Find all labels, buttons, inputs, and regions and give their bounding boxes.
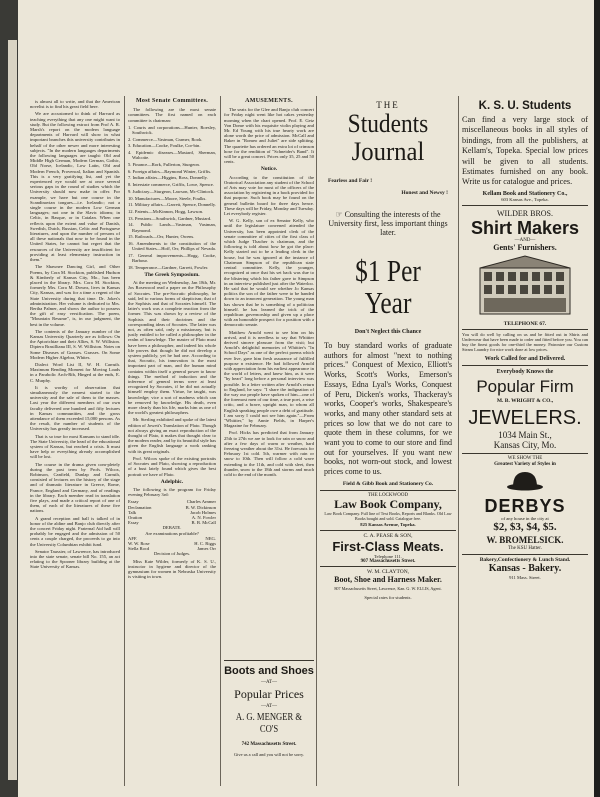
wilder-paragraph: You will do well by calling on us and be fitted out in Shirts and Underwear that have been made to order and fitted before you. You can buy the finest goods for one-third the money. Patronize our Custom Steam Laundry for nice work done at low prices. xyxy=(462,331,588,353)
field-gibb-name: Field & Gibb Book and Stationery Co. xyxy=(342,480,434,487)
derbys-note: of any house in the city at xyxy=(501,515,549,521)
motto-fearless: Fearless and Fair ! xyxy=(328,178,373,184)
price-headline: $1 Per Year xyxy=(355,253,421,320)
committee-list xyxy=(128,125,216,270)
program-part: Talk xyxy=(128,509,137,515)
ksu-students-heading: K. S. U. Students xyxy=(478,100,572,112)
work-called-for: Work Called for and Delivered. xyxy=(484,355,566,362)
greatest-variety: Greatest Variety of Styles in xyxy=(494,460,556,467)
program-name: B. B. McCall xyxy=(191,520,216,526)
bakery-line: Bakery,Confectionery & Lunch Stand. xyxy=(479,556,571,563)
col2-closing: Miss Kate Wilder, formerly of K. S. U., instructor in hygiene and director of the gymnasium for women in Nebraska University is visiting in town. xyxy=(128,558,216,580)
column-2 xyxy=(128,98,216,790)
jewelers-heading: JEWELERS. xyxy=(468,406,582,429)
program-part: Essay xyxy=(128,520,139,526)
col1-paragraph: We are accustomed to think of Harvard as teaching everything that any one might want to study. But the following extract from Prof A. R. Marsh's report on the modern language departments of Harvard will show in what important branches this university contributes in behalf of the other newer and more interesting subjects. "In the modern languages departments the following languages are taught: Old and Middle High German, Modern German, Gothic, Old Norse, Icelandic, Low Latin, Old and Modern French, Provencal, Italian and Spanish. This is a very gratifying list, and yet the experienced eye would see at once several serious gaps in the round of studies which the University should now make in offer. For example, we have but one course in the Scandinavian tongues—i.e. Icelandic; not a single course in the modern Low German languages; not one in the Slavic idioms; in Celtic, in Basque, or in Catalan. When one reflects upon the extent and value of Danish, Swedish, Dutch, Russian, Celtic and Portuguese literatures, and upon the number of persons of all these nationals that now to be found in the United States, he cannot but regret that the resources of the University are insufficient for providing at least elementary instruction in them." xyxy=(30,111,120,263)
col1-paragraph: is almost all to write, and that the American novelist is to find his great field here. xyxy=(30,99,120,110)
masthead-the: THE xyxy=(376,100,400,110)
first-class-meats: First-Class Meats. xyxy=(332,538,444,554)
greek-symposium-heading: The Greek Symposium. xyxy=(144,271,200,278)
adelphic-intro: The following is the program for Friday evening February 3rd: xyxy=(128,486,216,498)
page-gutter xyxy=(8,40,17,780)
list-item: 15. Railroads—Orr, Hunter, Owens. xyxy=(128,234,195,240)
masthead-journal: Journal xyxy=(351,137,425,166)
col3-paragraph: According to the constitution of the Oratorical Association any student of the School of Arts may vote for most of the officers of the association by registering in a book provided for that purpose. Such book may be found on the general bulletin board for three days hence. These days will be Friday, Monday and Tuesday. Let everybody register. xyxy=(224,174,314,217)
list-item: 8. Interstate commerce, Griffis, Lowe, Spence. xyxy=(128,182,214,188)
program-name: Jacob Holmes xyxy=(190,509,216,515)
list-item: 11. Military affairs—Garrett, Spence, Donnelly. xyxy=(128,202,216,208)
law-book-heading: Law Book Company, xyxy=(334,496,442,511)
col2-paragraph: Prof. Wilcox spoke of the existing portraits of Socrates and Plato, showing a reproduction of a bust lately found which gives the best portrait we have of Plato. xyxy=(128,455,216,477)
main-street: 1034 Main St., xyxy=(498,429,552,440)
debate-label: DEBATE. xyxy=(162,525,182,531)
list-item: 10. Manufactures—Moore, Steele, Foulks. xyxy=(128,195,207,201)
list-item: 2. Commerce—Vastman, Cramer, Rook. xyxy=(128,136,203,142)
notice-heading: Notice. xyxy=(260,166,278,173)
books-paragraph: To buy standard works of graduate authors for almost "next to nothing prices." Conquest of Mexico, Elliott's Works, Scott's Works, Emerson's Essays, Edna Lyal's Works, Conquest of Peru, Dicken's works, Thackeray's works, Cooper's works, Shakespeare's works, and many other standard sets at prices so low that we do not care to quote them in these columns, for we want you to come to our store and find out for yourselves. If you want new books, not worn-out stock, and lowest prices come to us. xyxy=(324,341,452,477)
bakery-address: 911 Mass. Street. xyxy=(509,574,541,580)
motto-honest: Honest and Newsy ! xyxy=(401,190,448,196)
kellam-name: Kellam Book and Stationery Co., xyxy=(482,190,568,197)
list-item: 6. Foreign affairs—Raymond Winter, Griffis. xyxy=(128,168,212,174)
column-3 xyxy=(224,98,314,658)
menger-ad xyxy=(224,660,314,789)
col1-paragraph: The Shawnee Dancing Girl, and Other Poems, by Cora M. Stockton, published Hudson & Kimberly of Kansas City, Mo., has been placed in the library. Mrs. Cora M. Stockton, formerly Mrs. Cora M. Downs, lives in Kansas City, Kansas, and was for a time a regent of the State University during that time. Dr. Jokes's administration. Her volume is dedicated to Mrs. Bertha Palmer, and shows the author to possess the gift of easy versification. The poem, "Mountain Resume", is, in our judgment, the best in the volume. xyxy=(30,264,120,327)
ad-menger-address: 742 Massachusetts Street. xyxy=(241,742,297,747)
ad-at-2: —AT— xyxy=(260,704,278,709)
lockwood-label: THE LOCKWOOD xyxy=(367,492,409,498)
column-rule xyxy=(316,96,317,786)
debater-neg: James Orr xyxy=(197,546,216,552)
col1-paragraph: The course in the drama given com-pletely during the past term by Profs. Wilcox, Robinson, Canfield, Dunlap and Carruth, consisted of lectures on the history of the stage and of dramatic literature in Greece, Rome, France, England and Germany, and of readings in the library. Each member read in translation five plays, and made a critical report of one of them, of each of the literatures of these five nations. xyxy=(30,461,120,514)
derby-hat-illustration xyxy=(505,469,545,491)
column-rule xyxy=(124,96,125,786)
program-part: Oration xyxy=(128,514,143,520)
list-item: 16. Amendments to the constitution of the United States—Hoff, Orr, Phillips of Nevada. xyxy=(128,240,216,252)
ad-popular-prices: Popular Prices xyxy=(234,687,304,701)
pease-name: C. A. PEASE & SON, xyxy=(363,532,413,539)
masthead-students: Students xyxy=(347,109,429,138)
program-part: Essay xyxy=(128,499,139,505)
wilder-bros: WILDER BROS. xyxy=(497,208,553,218)
gents-furnishers: Gents' Furnishers. xyxy=(493,242,557,252)
list-item: 5. Finance—Rork, Fullerton, Sturgeon. xyxy=(128,162,201,168)
program-name: A. N. Fowler xyxy=(191,514,216,520)
kellam-address: 603 Kansas Ave., Topeka. xyxy=(501,196,549,202)
program-name: Charles Arnmer xyxy=(186,499,216,505)
col3-paragraph: W. G. Kelly, son of ex Senator Kelly, who until the legislature convened attended the University, has been appointed clerk of the senate committee of cities of the first class of which Judge Thacher is chairman, and the following is told about how he got the place: Kelly started out to be a leading clerk in the house, but he was ignored at the instance of Chairman Simpson of the republican state central committee. Kelly, the younger, recognized at once that his set back was due to the blistering which his father gave to Simpson in an interview published just after the Waterloo. He said that he would see whether Jo Kansas politics the son of the father were to be handed down to an innocent generation. The young man has shown that he is something of a politician himself. he has learned the trick of the republican governorship and given up a place with an honorable prospect for a position with a democratic senate. xyxy=(224,218,314,328)
list-item: 18. Temperance—Gardner, Garrett, Fowler. xyxy=(128,264,209,270)
neg-label: NEG. xyxy=(205,535,216,541)
column-rule xyxy=(458,96,459,786)
pease-telephone: Telephone 111. xyxy=(374,553,402,559)
column-rule xyxy=(220,96,221,786)
lockwood-address: 825 Kansas Avenue, Topeka. xyxy=(360,521,416,527)
we-show: WE SHOW THE xyxy=(507,455,543,461)
list-item: 4. Epidemic diseases—Mastard, Sherman, Walcotte. xyxy=(128,150,216,161)
column-1 xyxy=(30,99,120,789)
ksu-hatter: The KSU Hatter. xyxy=(508,545,542,551)
newspaper-page xyxy=(18,0,594,797)
col3-paragraph: Matthew Arnold went to see him on his arrival, and it is needless to say that Whittier derived sincere pleasure from the visit; but Arnold's delightful memories of Whittier's "In School Days" as one of the perfect poems which ever live, gave him fresh assurance of fulfilled purpose n existence. He had followed Arnold with appreciation from his earliest appearance in the world of letters, and knew him, as it were "by heart" long before a personal interview was possible. In a letter written after Arnold's return to England, he says: "I share the indignation of the way our people have spoken of him—one of the foremost men of our time, a true poet, a wise critic, and a brave, upright man, to whom all English speaking people owe a debt of gratitude. I am sorry I could not see him again."—From "Whittier," by Annie Fields, in Harper's Magazine for February. xyxy=(224,329,314,429)
divider xyxy=(462,554,588,555)
everybody-knows: Everybody Knows the xyxy=(496,368,554,375)
kansas-bakery: Kansas - Bakery. xyxy=(488,562,562,574)
special-rates: Special rates for students. xyxy=(364,594,412,600)
masthead-consult xyxy=(320,210,456,237)
divider xyxy=(320,490,456,491)
senate-committees-heading: Most Senate Committees. xyxy=(135,98,209,104)
ad-menger: A. G. MENGER & CO'S xyxy=(235,712,303,735)
divider xyxy=(462,329,588,330)
list-item: 17. General improvements—Hogg, Cooke, Barbour. xyxy=(128,252,216,264)
col2-paragraph: Mr. Sterling exhibited and spoke of the latest edition of Jowett's Translation of Plato. Though not always giving an exact reproduction of the thought of Plato, it makes that thought clear to the modern reader, and by its beautiful style has given the English language a work ranking with its great originals. xyxy=(128,417,216,454)
debater-neg: H. C. Riggs xyxy=(194,540,216,546)
ksu-paragraph: Can find a very large stock of miscellaneous books in all styles of bindings, from all the publishers, at Kellam's, Topeka. Special low prices will be given to all students. Estimates furnished on any book. Write us for catalogue and prices. xyxy=(462,115,588,187)
shirt-makers: Shirt Makers xyxy=(470,217,580,238)
divider xyxy=(320,530,456,531)
col1-paragraph: It is worthy of observation that simultaneously the nearest started to the university and the sale of them to the masses. Last year the different members of our own faculty delivered one hundred and fifty lectures in Kansas communities, and the gross attendance of them exceeded 15,000 persons. As the result, the number of students of the University has greatly increased. xyxy=(30,384,120,432)
list-item: 12. Patents—McKinnon, Hogg, Lawson. xyxy=(128,208,204,214)
col1-paragraph: That is so true for most Kansans to stand idle. The State University, the head of the educational system of Kansas, but reached a crisis. It must have help or everything already accomplished will be lost. xyxy=(30,433,120,460)
amusements-heading: AMUSEMENTS. xyxy=(245,98,293,104)
program-name: B. W. Dickinson xyxy=(185,504,216,510)
dont-neglect: Don't Neglect this Chance xyxy=(354,329,422,335)
col1-paragraph: Dialect Word List II, W. H. Carruth. Maximum Bending Moment for Moving Loads in a Parabolic Arch-Rib, Hinged at the ends, E. C. Murphy. xyxy=(30,361,120,383)
list-item: 9. Judiciary—Sturgeon, Lawson, Mc-Clintock. xyxy=(128,188,215,194)
boot-shoe-harness: Boot, Shoe and Harness Maker. xyxy=(334,574,442,584)
decision-text: Decision of Judges. xyxy=(153,551,191,557)
divider xyxy=(320,566,456,567)
col3-paragraph: Prof. Hicks has predicted that from January 25th to 27th we are to look for rain or snow and after a few days of warm or weather, hard freezing weather about the 31st. He forecasts for February 1st cold. 5th, warmer with rain or snow to 10th. Then will follow a cold wave extending to the 11th, and cold with sleet, then thunder, snow to the 18th and storms and much cold to the end of the month. xyxy=(224,430,314,478)
debater-aff: W. W. Rose xyxy=(128,540,150,546)
derbys-heading: DERBYS xyxy=(484,495,566,516)
col2-paragraph: At the meeting on Wednesday, Jan 18th, Mr. Jos Rosewood read a paper on the Philosophy of Socrates. The pre-Socratic philosophy, he said, led to various forms of skepticism; that of the Sophists and that of Socrates himself. The latter's work was a complete reaction from the former. This was shown by a review of the Sophists and their doctrines and the corresponding ideas of Socrates. The latter was not, as often said, only a missionary, but is justly entitled to be called a philosopher in the realm of knowledge. The master of Plato must have been a philosopher, and indeed his whole life proves that though he did not develop a system publicly, yet he had one. According to that, Socratic, his innovation is the most important part of man, and the human mind contains within itself a general power to know things. The method of induction and the inference of general terms were at least recognized by Socrates, if he did not actually himself employ them. Virtue, he taught, was knowledge; vice a sort of madness which can be removed by knowledge. His death, even more clearly than his life, marks him as one of the world's greatest philosophers. xyxy=(128,280,216,416)
col3-paragraph: The seats for the Glee and Banjo club concert for Friday night went like hot cakes yesterday morning when the chart opened. Prof. E. Getz Von Dome with his exquisite violin playing and Mr. Ed Young with his true hearty work are alone worth the price of admission. McCall and Baker in "Romeo and Juliet" are side splitting. The quartette has ordered an extra lot of crimson hose for the rendition of "Schneider's Band". It will be a great concert. Prices only 35, 25 and 50 cents. xyxy=(224,107,314,165)
list-item: 13. Pensions—Southwick, Gardner, Mustard. xyxy=(128,215,212,221)
ad-boots-shoes: Boots and Shoes xyxy=(224,665,314,677)
derby-prices: $2, $3, $4, $5. xyxy=(493,520,557,533)
list-item: 1. Courts and corporations—Hunter, Roesley, Southwick. xyxy=(128,124,216,136)
pointing-hand-icon: ☞ xyxy=(335,210,343,219)
col1-paragraph: The contents of the January number of the Kansas University Quarterly are as follows: On the Aptorichiae and their Allies, S. W. Williston. Diptera Brasilliana III, S. W. Williston. Notes on Some Diseases of Grasses. Grasses. On Some Modern Higher Algebra, Whites. xyxy=(30,328,120,360)
list-item: 7. Indian affairs—Higgins, Ross, Donnelly. xyxy=(128,175,208,181)
ads-column xyxy=(462,98,588,790)
lockwood-desc: Law Book Company. Full line of Text Books, Reports and Blanks. Old Law Books bought and sold. Catalogue free. xyxy=(324,510,452,521)
ad-at: —AT— xyxy=(260,680,278,685)
kansas-city: Kansas City, Mo. xyxy=(493,439,557,450)
divider xyxy=(462,205,588,206)
program-part: Declamation xyxy=(128,504,152,510)
consult-text: Consulting the interests of the University first, less important things later. xyxy=(328,210,448,237)
store-building-illustration xyxy=(470,254,580,316)
bromelsick-name: W. BROMELSICK. xyxy=(486,534,564,545)
popular-firm: Popular Firm xyxy=(476,376,574,396)
pease-address: 907 Massachusetts Street. xyxy=(360,558,416,564)
ad-menger-note: Give us a call and you will not be sorry. xyxy=(234,752,304,757)
debate-question: Are examinations profitable? xyxy=(145,530,199,536)
debater-aff: Stella Rocd xyxy=(128,546,150,552)
col1-paragraph: A grand reception and ball is talked of in honor of the aldine and Banjo club directly after the concert Friday night. Fraternal Aid hall will probably be engaged and the admission of 50 cents a couple charged, the proceeds to go into the University Columbian exhibit fund. xyxy=(30,515,120,547)
wright-name: M. B. WRIGHT & CO., xyxy=(496,397,554,404)
and-separator: —AND— xyxy=(514,237,536,243)
list-item: 14. Public Lands—Vastman, Vastman, Raymond. xyxy=(128,222,216,233)
aff-label: AFF. xyxy=(128,535,138,541)
adjacent-page-edge xyxy=(0,0,18,797)
col1-paragraph: Senator Taussier, of Lawrence, has introduced into the state senate, senate bill No. 155, an act relating to the Spooner library building at the State University of Kansas. xyxy=(30,548,120,570)
senate-intro: The following are the most senate committees. The first named on each committee is chairman: xyxy=(128,107,216,123)
masthead-column xyxy=(320,98,456,790)
clayton-name: W. M. CLAYTON, xyxy=(366,568,410,575)
list-item: 3. Education—Cooke, Foulke, Cor-bin. xyxy=(128,143,201,149)
divider xyxy=(462,453,588,454)
clayton-address: 807 Massachusetts Street, Lawrence, Kan. G. W. ELLIS, Agent. xyxy=(334,585,442,591)
divider xyxy=(462,365,588,366)
telephone-label: TELEPHONE 67. xyxy=(503,320,547,327)
adelphic-heading: Adelphic. xyxy=(160,478,184,485)
